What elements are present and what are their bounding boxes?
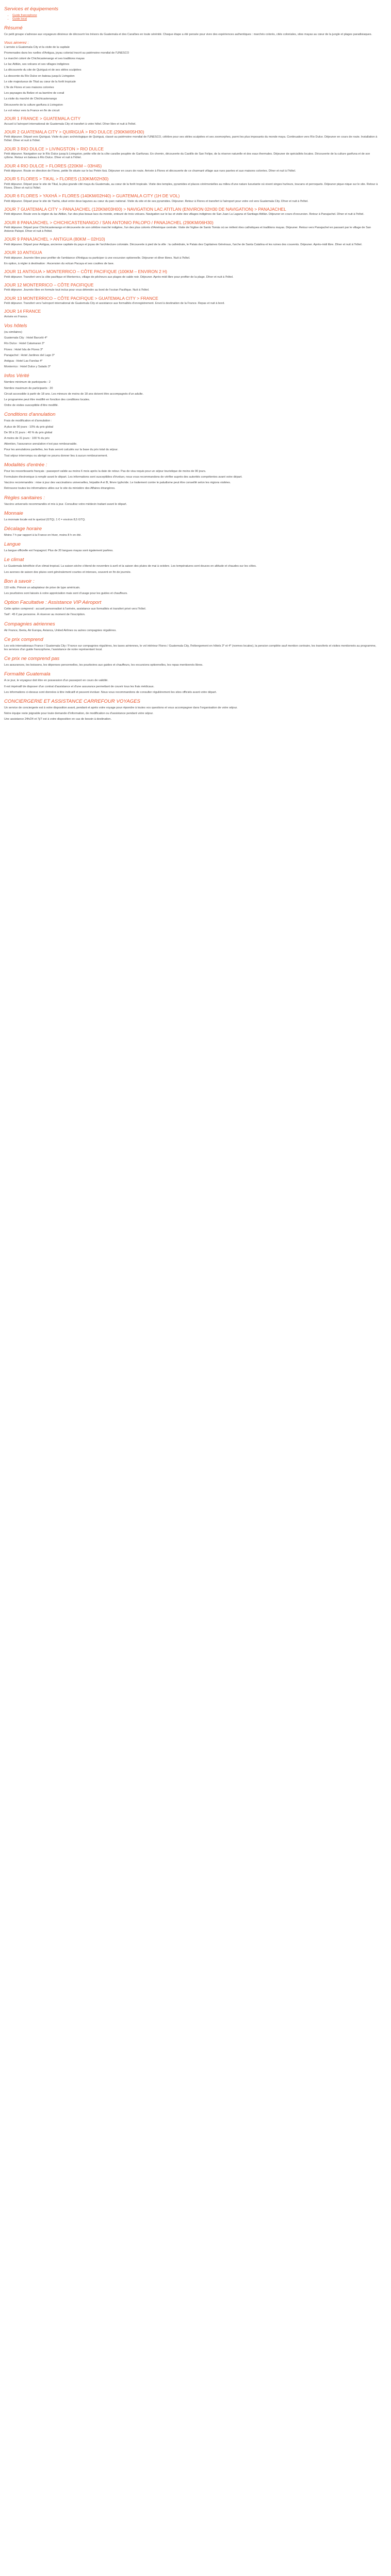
paragraph: Le vol retour vers la France en fin de circuit (4, 109, 60, 112)
paragraph: Arrivée en France. (4, 315, 28, 318)
paragraph: Ordre de visites susceptible d'être modifié. (4, 404, 59, 408)
paragraph: Nombre minimum de participants : 2 (4, 381, 51, 384)
paragraph: Frais de modification et d'annulation : (4, 419, 52, 423)
paragraph: A ce jour, le voyageur doit être en possession d'un passeport en cours de validité. (4, 679, 108, 683)
paragraph: Les paysages du Belize et sa barrière de corail (4, 92, 64, 95)
paragraph: Vaccins recommandés : mise à jour des vaccinations universelles, hépatite A et B, fièvre typhoïde. Le traitement contre le paludisme peut être conseillé selon les régions visitées. (4, 481, 231, 485)
service-list-item[interactable] (12, 14, 379, 18)
paragraph: Les assurances, les boissons, les dépenses personnelles, les pourboires aux guides et chauffeurs, les excursions optionnelles, les repas mentionnés libres. (4, 664, 203, 667)
section-heading: Conditions d'annulation (4, 412, 56, 418)
service-list-item[interactable] (12, 18, 379, 21)
paragraph: Ce petit groupe s'adresse aux voyageurs désireux de découvrir les trésors du Guatemala et des Caraïbes en toute sérénité. Chaque étape a été pensée pour vivre des expériences authentiques : marchés colorés, cités coloniales, sites mayas au cœur de la jungle et plages paradisiaques. (4, 33, 372, 37)
paragraph: Air France, Iberia, Air Europa, Avianca, United Airlines ou autres compagnies régulières. (4, 629, 117, 632)
section-heading: Formalité Guatemala (4, 671, 51, 677)
section-heading: Services et équipements (4, 6, 59, 12)
section-heading: Infos Vérité (4, 373, 29, 379)
day-heading: JOUR 11 ANTIGUA > MONTERRICO – CÔTE PACIFIQUE (100KM – ENVIRON 2 H) (4, 269, 167, 275)
day-heading: JOUR 9 PANAJACHEL > ANTIGUA (80KM – 02H10) (4, 236, 105, 242)
day-heading: JOUR 5 FLORES > TIKAL > FLORES (130KM/02H30) (4, 176, 109, 182)
paragraph: La découverte du site de Quiriguá et de ses stèles sculptées (4, 69, 82, 72)
paragraph: Panajachel : Hotel Jardines del Lago 3* (4, 353, 55, 357)
section-heading: Ce prix ne comprend pas (4, 656, 60, 662)
paragraph: Les pourboires sont laissés à votre appréciation mais sont d'usage pour les guides et chauffeurs. (4, 592, 128, 595)
section-heading: Langue (4, 541, 21, 548)
paragraph: Le Guatemala bénéficie d'un climat tropical. La saison sèche s'étend de novembre à avril et la saison des pluies de mai à octobre. Les températures sont douces en altitude et chaudes sur les côtes. (4, 565, 257, 568)
paragraph: A moins de 31 jours : 100 % du prix (4, 436, 50, 440)
section-heading: Monnaie (4, 510, 23, 516)
paragraph: Petit déjeuner. Départ vers Quiriguá. Visite du parc archéologique de Quiriguá, classé au patrimoine mondial de l'UNESCO, célèbre pour ses stèles sculptées et ses zoomorphes, parmi les plus imposants du monde maya. Continuation vers Río Dulce. Déjeuner en cours de route. Installation à l'hôtel. Dîner et nuit à l'hôtel. (4, 135, 378, 143)
paragraph: La descente du Río Dulce en bateau jusqu'à Livingston (4, 74, 75, 78)
paragraph: L'île de Flores et ses maisons colorées (4, 86, 54, 90)
service-link[interactable]: Guide local (12, 18, 27, 21)
paragraph: Nombre maximum de participants : 20 (4, 386, 53, 390)
day-heading: JOUR 12 MONTERRICO – CÔTE PACIFIQUE (4, 282, 94, 287)
paragraph: Petit déjeuner. Départ pour Antigua, ancienne capitale du pays et joyau de l'architecture coloniale. Découverte à pied de la ville : la cathédrale, le Palais des Capitaines Généraux, l'arche de Santa Catalina et les ruines des couvents. Déjeuner. Après-midi libre. Dîner et nuit à l'hôtel. (4, 243, 363, 246)
paragraph: Vaccins universels recommandés et mis à jour. Consultez votre médecin traitant avant le départ. (4, 502, 127, 506)
paragraph: Promenades dans les ruelles d'Antigua, joyau colonial inscrit au patrimoine mondial de l'UNESCO (4, 51, 129, 55)
paragraph: Guatemala City : Hotel Barceló 4* (4, 336, 47, 340)
day-heading: JOUR 6 FLORES > YAXHÁ > FLORES (140KM/02H40) > GUATEMALA CITY (1H DE VOL) (4, 193, 180, 199)
paragraph: Monterrico : Hotel Dulce y Salado 3* (4, 365, 51, 369)
paragraph: Formulaire électronique à remplir avant le départ. Les informations sont susceptibles d'évoluer, nous vous recommandons de vérifier auprès des autorités compétentes avant votre départ. (4, 475, 242, 479)
paragraph: Le lac Atitlán, ses volcans et ses villages indigènes (4, 63, 70, 66)
day-heading: JOUR 1 FRANCE > GUATEMALA CITY (4, 116, 81, 122)
section-heading: Compagnies aériennes (4, 621, 55, 627)
section-heading: Décalage horaire (4, 526, 42, 532)
sub-heading: Vous aimerez : (4, 40, 29, 45)
paragraph: Antigua : Hotel Las Farolas 4* (4, 359, 43, 363)
paragraph: Petit déjeuner. Route vers la région du lac Atitlán, l'un des plus beaux lacs du monde, entouré de trois volcans. Navigation sur le lac et visite des villages indigènes de San Juan La Laguna et Santiago Atitlán. Déjeuner en cours d'excursion. Retour à Panajachel. Dîner et nuit à l'hôtel. (4, 213, 364, 216)
paragraph: Une assistance 24h/24 et 7j/7 est à votre disposition en cas de besoin à destination. (4, 718, 112, 721)
paragraph: Petit déjeuner. Départ pour le site de Yaxhá, situé entre deux lagunes au cœur du parc national. Visite du site et de ses pyramides. Déjeuner. Retour à Flores et transfert à l'aéroport pour votre vol vers Guatemala City. Dîner et nuit à l'hôtel. (4, 199, 308, 203)
paragraph: Petit déjeuner. Départ pour Chichicastenango et découverte de son célèbre marché indigène, l'un des plus colorés d'Amérique centrale. Visite de l'église de Santo Tomás où se mêlent rites catholiques et traditions mayas. Déjeuner. Retour vers Panajachel en passant par le village de San Antonio Palopó. Dîner et nuit à l'hôtel. (4, 226, 371, 233)
day-heading: JOUR 2 GUATEMALA CITY > QUIRIGUÁ > RIO DULCE (290KM/05H30) (4, 129, 144, 134)
paragraph: (ou similaires) (4, 330, 22, 334)
paragraph: Le site majestueux de Tikal au cœur de la forêt tropicale (4, 80, 76, 83)
paragraph: Accueil à l'aéroport international de Guatemala City et transfert à votre hôtel. Dîner libre et nuit à l'hôtel. (4, 122, 136, 126)
paragraph: Petit déjeuner. Route en direction de Flores, petite île située sur le lac Petén Itzá. Déjeuner en cours de route. Arrivée à Flores et découverte de ce charmant village aux rues pavées et aux maisons colorées. Dîner et nuit à l'hôtel. (4, 170, 296, 173)
paragraph: La monnaie locale est le quetzal (GTQ). 1 € = environ 8,5 GTQ. (4, 518, 86, 521)
day-heading: JOUR 13 MONTERRICO – CÔTE PACIFIQUE > GUATEMALA CITY > FRANCE (4, 295, 158, 301)
section-heading: CONCIERGERIE ET ASSISTANCE CARREFOUR VOYAGES (4, 699, 140, 705)
section-heading: Résumé (4, 25, 23, 31)
paragraph: Petit déjeuner. Transfert vers la côte pacifique et Monterrico, village de pêcheurs aux plages de sable noir. Déjeuner. Après-midi libre pour profiter de la plage. Dîner et nuit à l'hôtel. (4, 275, 234, 279)
paragraph: La visite du marché de Chichicastenango (4, 97, 57, 101)
paragraph: Attention, l'assurance annulation n'est pas remboursable. (4, 443, 77, 446)
paragraph: Petit déjeuner. Journée libre en formule tout inclus pour vous détendre au bord de l'océan Pacifique. Nuit à l'hôtel. (4, 289, 150, 292)
day-heading: JOUR 4 RIO DULCE > FLORES (220KM – 03H45) (4, 163, 102, 168)
section-heading: Modalités d'entrée : (4, 462, 47, 468)
paragraph: Les vols internationaux France / Guatemala City / France sur compagnies régulières, les taxes aériennes, le vol intérieur Flores / Guatemala City, l'hébergement en hôtels 3* et 4* (normes locales), la pension complète sauf mention contraire, les transferts et visites mentionnés au programme, les services d'un guide francophone, l'assistance de notre représentant local. (4, 644, 377, 652)
section-heading: Bon à savoir : (4, 578, 35, 584)
paragraph: Il est impératif de disposer d'un contrat d'assistance et d'une assurance permettant de couvrir tous les frais médicaux. (4, 685, 155, 688)
service-link[interactable]: Guide francophone (12, 14, 37, 17)
paragraph: Moins 7 h par rapport à la France en hiver, moins 8 h en été. (4, 533, 82, 537)
paragraph: Petit déjeuner. Journée libre pour profiter de l'ambiance d'Antigua ou participer à une excursion optionnelle. Déjeuner et dîner libres. Nuit à l'hôtel. (4, 256, 190, 260)
paragraph: Découverte de la culture garifuna à Livingston (4, 103, 63, 107)
paragraph: Petit déjeuner. Navigation sur le Río Dulce jusqu'à Livingston, petite ville de la côte caraïbe peuplée de Garifunas. En chemin, découverte du Castillo de San Felipe, de la réserve naturelle et des eaux thermales. Déjeuner de spécialités locales. Découverte de la culture garifuna et de son rythme. Retour en bateau à Río Dulce. Dîner et nuit à l'hôtel. (4, 152, 370, 160)
service-link-list (4, 14, 379, 21)
section-heading: Option Facultative : Assistance VIP Aéroport (4, 600, 102, 606)
day-heading: JOUR 14 FRANCE (4, 309, 41, 314)
day-heading: JOUR 8 PANAJACHEL > CHICHICASTENANGO / SAN ANTONIO PALOPO / PANAJACHEL (290KM/06H30) (4, 219, 214, 225)
paragraph: Pour les annulations partielles, les frais seront calculés sur la base du prix total du séjour. (4, 448, 119, 452)
paragraph: Petit déjeuner. Transfert vers l'aéroport international de Guatemala City et assistance aux formalités d'enregistrement. Envol à destination de la France. Repas et nuit à bord. (4, 302, 225, 305)
paragraph: Circuit accessible à partir de 18 ans. Les mineurs de moins de 18 ans doivent être accompagnés d'un adulte. (4, 392, 144, 396)
paragraph: A plus de 90 jours : 10% du prix global (4, 425, 54, 429)
paragraph: Un service de conciergerie est à votre disposition avant, pendant et après votre voyage pour répondre à toutes vos questions et vous accompagner dans l'organisation de votre séjour. (4, 706, 238, 710)
section-heading: Règles sanitaires : (4, 495, 45, 501)
paragraph: La langue officielle est l'espagnol. Plus de 20 langues mayas sont également parlées. (4, 549, 113, 553)
paragraph: Cette option comprend : accueil personnalisé à l'arrivée, assistance aux formalités et transfert privé vers l'hôtel. (4, 607, 146, 611)
section-heading: Ce prix comprend (4, 636, 43, 642)
paragraph: Flores : Hotel Isla de Flores 3* (4, 348, 43, 351)
paragraph: Tarif : 45 € par personne. À réserver au moment de l'inscription. (4, 613, 86, 617)
day-heading: JOUR 10 ANTIGUA (4, 250, 42, 256)
document (0, 0, 383, 730)
paragraph: Petit déjeuner. Départ pour le site de Tikal, la plus grande cité maya du Guatemala, au cœur de la forêt tropicale. Visite des temples, pyramides et places cérémonielles au milieu d'une nature luxuriante où vivent singes hurleurs, toucans et perroquets. Déjeuner pique-nique sur le site. Retour à Flores. Dîner et nuit à l'hôtel. (4, 182, 378, 190)
paragraph: Tout séjour interrompu ou abrégé ne pourra donner lieu à aucun remboursement. (4, 454, 108, 457)
day-heading: JOUR 3 RIO DULCE > LIVINGSTON > RIO DULCE (4, 146, 104, 151)
paragraph: Le marché coloré de Chichicastenango et ses traditions mayas (4, 57, 85, 61)
section-heading: Vos hôtels (4, 323, 27, 329)
paragraph: Pour les ressortissants français : passeport valide au moins 6 mois après la date de retour. Pas de visa requis pour un séjour touristique de moins de 90 jours. (4, 469, 206, 473)
paragraph: De 90 à 31 jours : 40 % du prix global (4, 431, 53, 434)
paragraph: En option, à régler à destination : Ascension du volcan Pacaya et ses coulées de lave. (4, 262, 115, 265)
paragraph: Notre équipe reste joignable pour toute demande d'information, de modification ou d'assistance pendant votre séjour. (4, 712, 154, 716)
paragraph: Río Dulce : Hotel Catamaran 3* (4, 342, 45, 346)
paragraph: Les informations ci-dessus sont données à titre indicatif et peuvent évoluer. Nous vous recommandons de consulter régulièrement les sites officiels avant votre départ. (4, 690, 217, 694)
paragraph: Le programme peut être modifié en fonction des conditions locales. (4, 398, 90, 401)
section-heading: Le climat (4, 557, 24, 563)
paragraph: 110 volts. Prévoir un adaptateur de prise de type américain. (4, 586, 80, 589)
paragraph: Retrouvez toutes les informations utiles sur le site du ministère des Affaires étrangères. (4, 487, 116, 490)
paragraph: L'arrivée à Guatemala City et la visite de la capitale (4, 45, 70, 49)
day-heading: JOUR 7 GUATEMALA CITY > PANAJACHEL (120KM/03H00) > NAVIGATION LAC ATITLAN (ENVIRON 02H30 DE NAVIGATION) > PANAJACHEL (4, 206, 286, 212)
paragraph: Les averses de saison des pluies sont généralement courtes et intenses, souvent en fin de journée. (4, 570, 132, 574)
